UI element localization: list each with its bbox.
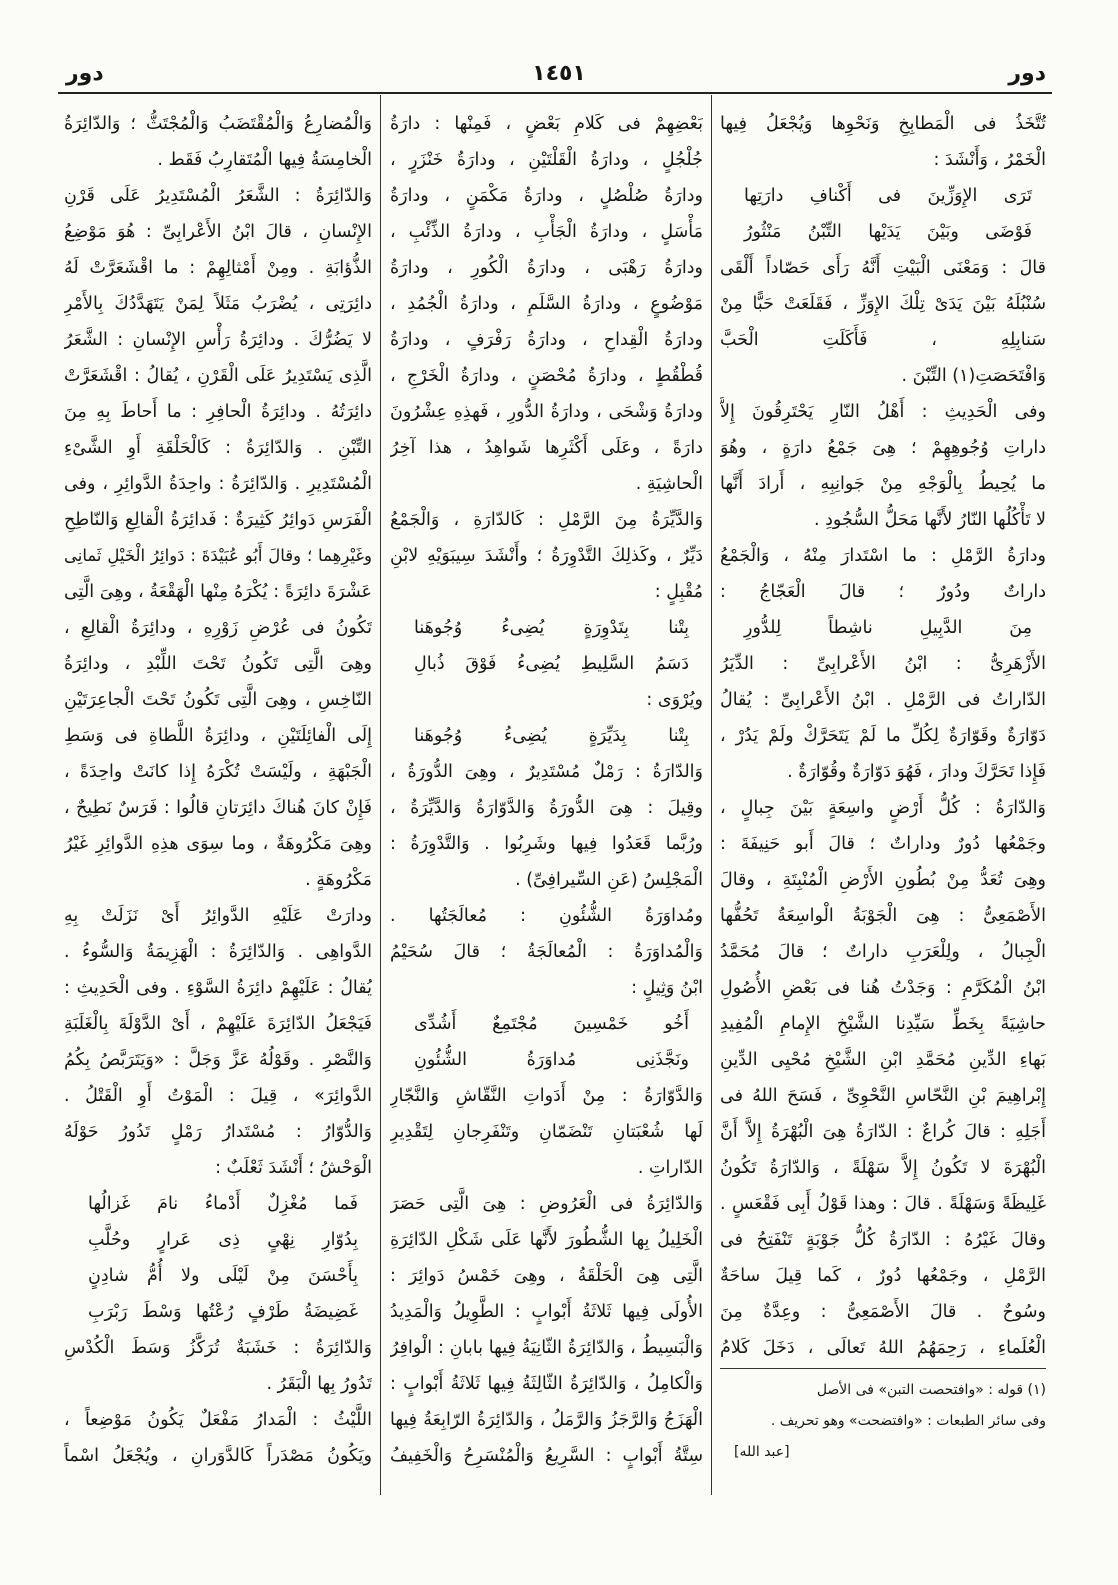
text-line: الأَزْهَرِىُّ : ابْنُ الأَعْرابِىِّ : الدِّيَرُ [720,654,1046,674]
paragraph-end-line: الْحاشِيَةِ . [635,474,703,494]
text-line: دَوّارَةٌ وقَوّارَةٌ لِكُلِّ ما لَمْ يَتَحَرَّكْ ولَمْ يَدُرْ ، [720,726,1046,746]
text-line: عَشْرَةَ دائِرَةً : يُكْرَهُ مِنْها الْهَقْعَةُ ، وهِىَ الَّتِى [64,582,372,602]
text-line: النّاخِسِ ، وهِىَ الَّتِى تَكُونُ تَحْتَ الْجاعِرَتَيْنِ [64,690,372,710]
paragraph-end-line: مُقْبِلٍ : [654,582,703,602]
footnote-separator [720,1368,1046,1369]
text-line: حاشِيَةً بِخَطِّ سَيِّدِنا الشَّيْخِ الإِمامِ الْمُفِيدِ [720,1014,1046,1034]
text-line: لَها شُعْبَتانِ تَنْضَمّانِ وتَنْفَرِجانِ لِتَقْدِيرِ [390,1122,703,1142]
text-line: وقالَ غَيْرُهُ : الدّارَةُ كُلُّ جَوْبَةٍ تَنْفَتِحُ فى [720,1230,1046,1250]
running-head-right: دور [1008,61,1046,86]
text-line: الرَّمْلِ ، وجَمْعُها دُورٌ ، كَما قِيلَ ساحَةٌ [720,1266,1046,1286]
footnote-line: (١) قوله : «وافتحصت التبن» فى الأصل [816,1382,1046,1398]
text-line: وفى الْحَدِيثِ : أَهْلُ النّارِ يَحْتَرِقُونَ إِلاَّ [720,402,1046,422]
text-line: تُتَّخَذُ فى الْمَطابِخِ وَنَحْوِها وَيُجْعَلُ فِيها [720,114,1046,134]
text-line: ورُبَّما قَعَدُوا فِيها وشَرِبُوا . وَالتَّدْوِرَةُ : [390,834,703,854]
text-line: الْفَرَسِ دَوائِرُ كَثِيرَةٌ : فَدائِرَةُ الْقالِعِ وَالنّاطِحِ [64,510,372,530]
column-left [64,106,372,1474]
text-line: وَالنَّصْرِ . وقَوْلُهُ عَزَّ وَجَلَّ : «وَيَتَرَبَّصُ بِكُمُ [64,1050,372,1070]
text-line: وَالدّائِرَةُ : الشَّعَرُ الْمُسْتَدِيرُ عَلَى قَرْنِ [64,186,372,206]
text-line: الَّتِى هِىَ الْحَلْقَةُ ، وهِىَ خَمْسُ دَوائِرَ : [390,1266,703,1286]
paragraph-end-line: ابْنُ وَثِيلٍ : [631,978,703,998]
text-line: وَالْمُضارِعُ وَالْمُقْتَضَبُ وَالْمُجْتَثُّ ؛ وَالدّائِرَةُ [64,114,372,134]
text-line: وجَمْعُها دُورٌ وداراتٌ ؛ قالَ أَبو حَنِيفَةَ : [720,834,1046,854]
verse-line: فَوْضَى وبَيْنَ يَدَيْها التِّبْنُ مَنْثُورُ [744,222,1032,242]
text-line: الْهَزَجُ وَالرَّجَزُ وَالرَّمَلُ ، وَالدّائِرَةُ الرّابِعَةُ فِيها [390,1410,703,1430]
verse-line: بِتْنا بِدَيِّرَةٍ يُضِىءُ وُجُوهَنا [414,726,689,746]
verse-line: فَما مُغْزِلٌ أَدْماءُ نامَ غَزالُها [88,1194,358,1214]
paragraph-end-line: مَكْرُوهَةٍ . [305,870,372,890]
text-line: ودارَةُ الرَّمْلِ : ما اسْتَدارَ مِنْهُ ، وَالْجَمْعُ [720,546,1046,566]
column-divider [711,95,712,1495]
text-line: لا يَضُرُّكَ . ودائِرَةُ رَأْسِ الإِنْسانِ : الشَّعَرُ [64,330,372,350]
text-line: بَعْضِهِمْ فى كَلامِ بَعْضٍ ، فَمِنْها : دارَةُ [390,114,703,134]
text-line: داراتٌ ودُورٌ ؛ قالَ الْعَجّاجُ : [720,582,1046,602]
footnote-line: وفى سائر الطبعات : «وافتضحت» وهو تحريف . [770,1413,1046,1429]
text-line: دارَةً ، وعَلَى أَكْثَرِها شَواهِدُ ، هذا آخِرُ [390,438,703,458]
text-line: أَجَلِهِ : قالَ كُراعٌ : الدّارَةُ هِىَ الْبُهْرَةُ إِلاَّ أَنَّ [720,1122,1046,1142]
text-line: يُقالُ : عَلَيْهِمْ دائِرَةُ السَّوْءِ . وفى الْحَدِيثِ : [64,978,372,998]
text-line: ودارَةُ الْقِداحِ ، ودارَةُ رَفْرَفٍ ، ودارَةُ [390,330,703,350]
verse-line: ونَجَّذَنِى مُداوَرَةُ الشُّئُونِ [414,1050,689,1070]
text-line: داراتِ وُجُوهِهِمْ ؛ هِىَ جَمْعُ دارَةٍ ، وهُوَ [720,438,1046,458]
text-line: وَالدّائِرَةُ فى الْعَرُوضِ : هِىَ الَّتِى حَصَرَ [390,1194,703,1214]
text-line: ما يُحِيطُ بِالْوَجْهِ مِنْ جَوانِبِهِ ، أَرادَ أَنَّها [720,474,1046,494]
text-line: الذُّؤابَةِ . ومِنْ أَمْثالِهِمْ : ما اقْشَعَرَّتْ لَهُ [64,258,372,278]
text-line: وهِىَ تُعَدُّ مِنْ بُطُونِ الأَرْضِ الْمُنْبِتَةِ ، وقالَ [720,870,1046,890]
verse-line: بِدُوّارِ نِهْىٍ ذِى عَرارٍ وحُلَّبِ [88,1230,358,1250]
paragraph-end-line: تَدُورُ بِها الْبَقَرُ . [266,1374,372,1394]
text-line: دائِرَتِى ، يُضْرَبُ مَثَلاً لِمَنْ يَتَهَدَّدُكَ بِالأَمْرِ [64,294,372,314]
text-line: الَّذِى يَسْتَدِيرُ عَلَى الْقَرْنِ ، يُقالُ : اقْشَعَرَّتْ [64,366,372,386]
verse-line: غَضِيضَةُ طَرْفٍ رُعْتُها وَسْطَ رَبْرَبِ [88,1302,358,1322]
paragraph-end-line: الْخَمْرُ ، وَأَنْشَدَ : [933,150,1046,170]
text-line: وَالدّائِرَةُ : خَشَبَةٌ تُرَكَّزُ وَسَطَ الْكُدْسِ [64,1338,372,1358]
text-line: دَيِّرٌ ، وكَذلِكَ التَّدْوِرَةُ ؛ وأَنْشَدَ سِيبَوَيْهِ لابْنِ [390,546,703,566]
verse-line: بِتْنا بِتَدْوِرَةٍ يُضِىءُ وُجُوهَنا [414,618,689,638]
text-line: وغَيْرِهِما ؛ وقالَ أَبُو عُبَيْدَةَ : دَوائِرُ الْخَيْلِ ثَمانِى [64,546,372,565]
text-line: وَالدَّيِّرَةُ مِنَ الرَّمْلِ : كَالدّارَةِ ، وَالْجَمْعُ [390,510,703,530]
text-line: وقِيلَ : هِىَ الدُّورَةُ وَالدَّوّارَةُ وَالدَّيِّرَةُ ، [390,798,703,818]
verse-line: أَخُو خَمْسِينَ مُجْتَمِعٌ أَشُدِّى [414,1014,689,1034]
text-line: بَهاءِ الدِّينِ مُحَمَّدِ ابْنِ الشَّيْخِ مُحْيِى الدِّينِ [720,1050,1046,1070]
verse-line: مِنَ الدَّبِيلِ ناشِطاً لِلدُّورِ [744,618,1032,638]
column-text [720,106,1046,1366]
text-line: تَكُونُ فى عُرْضِ زَوْرِهِ ، ودائِرَةُ الْقالِعِ ، [64,618,372,638]
text-line: فَيَجْعَلُ الدّائِرَةَ عَلَيْهِمْ ، أَىْ الدَّوْلَةَ بِالْغَلَبَةِ [64,1014,372,1034]
text-line: وَالدّارَةُ : رَمْلٌ مُسْتَدِيرٌ ، وهِىَ الدُّورَةُ ، [390,762,703,782]
text-line: ودارَةُ وَشْحَى ، ودارَةُ الدُّورِ ، فَهذِهِ عِشْرُونَ [390,402,703,422]
paragraph-end-line: الْوَحْشُ ؛ أَنْشَدَ ثَعْلَبٌ : [215,1158,372,1178]
verse-line: بِأَحْسَنَ مِنْ لَيْلَى ولا أُمُّ شادِنٍ [88,1266,358,1286]
column-text [390,106,703,1474]
text-line: وَالْكامِلُ ، وَالدّائِرَةُ الثّالِثَةُ فِيها ثَلاثَةُ أَبْوابٍ : [390,1374,703,1394]
verse-line: تَرَى الإِوَزِّينَ فى أَكْنافِ دارَتِها [744,186,1032,206]
text-line: مَأْسَلٍ ، ودارَةُ الْجَأْبِ ، ودارَةُ الذِّئْبِ ، [390,222,703,242]
text-line: الْبُهْرَةَ لا تَكُونُ إِلاَّ سَهْلَةً ، وَالدّارَةُ تَكُونُ [720,1158,1046,1178]
text-line: الأَصْمَعِىُّ : هِىَ الْجَوْبَةُ الْواسِعَةُ تَحُفُّها [720,906,1046,926]
paragraph-end-line: الْمَجْلِسُ (عَنِ السِّيرافِىِّ) . [515,870,703,890]
text-line: إِبْراهِيمَ بْنِ النَّحّاسِ النَّحْوِىِّ ، فَسَحَ اللهُ فى [720,1086,1046,1106]
text-line: ويَكُونُ مَصْدَراً كَالدَّوَرانِ ، ويُجْعَلُ اسْماً [64,1446,372,1466]
paragraph-end-line: الْخامِسَةُ فِيها الْمُتَقارِبُ فَقَط . [157,150,372,170]
text-line: الْخَلِيلُ بِها الشُّطُورَ لأَنَّها عَلَى شَكْلِ الدّائِرَةِ [390,1230,703,1250]
text-line: ودارَةُ رَهْبَى ، ودارَةُ الْكُورِ ، ودارَةُ [390,258,703,278]
text-line: إِلَى الْفائِلَتَيْنِ ، ودائِرَةُ اللَّطاةِ فى وَسَطِ [64,726,372,746]
text-line: قُطْقُطٍ ، ودارَةُ مُحْصَنٍ ، ودارَةُ الْخَرْجِ ، [390,366,703,386]
page-number: ١٤٥١ [532,61,586,86]
text-line: وَالْمُداوَرَةُ : الْمُعالَجَةُ ؛ قالَ سُحَيْمُ [390,942,703,962]
text-line: الدَّوائِرَ» ، قِيلَ : الْمَوْتُ أَوِ الْقَتْلُ . [64,1086,372,1106]
paragraph-end-line: ويُرْوَى : [646,690,703,710]
text-line: ابْنُ الْمُكَرَّمِ : وَجَدْتُ هُنا فى بَعْضِ الأُصُولِ [720,978,1046,998]
text-line: مَوْضُوعٍ ، ودارَةُ السَّلَمِ ، ودارَةُ الْجُمُدِ ، [390,294,703,314]
text-line: وهِىَ مَكْرُوهَةٌ ، وما سِوَى هذِهِ الدَّوائِرِ غَيْرُ [64,834,372,854]
text-line: الدّاراتُ فى الرَّمْلِ . ابْنُ الأَعْرابِىِّ : يُقالُ [720,690,1046,710]
text-line: فَإِنْ كانَ هُناكَ دائِرَتانِ قالُوا : فَرَسٌ نَطِيحٌ ، [64,798,372,818]
text-line: ودارَتْ عَلَيْهِ الدَّوائِرُ أَىْ نَزَلَتْ بِهِ [64,906,372,926]
text-line: التِّبْنِ . وَالدّائِرَةُ : كَالْحَلْقَةِ أَوِ الشَّىْءِ [64,438,372,458]
column-text [64,106,372,1474]
text-line: ومُداوَرَةُ الشُّئُونِ : مُعالَجَتُها . [390,906,703,926]
paragraph-end-line: الدّاراتِ . [637,1158,703,1178]
text-line: وهِىَ الَّتِى تَكُونُ تَحْتَ اللِّبْدِ ، ودائِرَةُ [64,654,372,674]
text-line: سِتَّةُ أَبْوابٍ : السَّرِيعُ وَالْمُنْسَرِحُ وَالْخَفِيفُ [390,1446,703,1466]
text-line: الإِنْسانِ ، قالَ ابْنُ الأَعْرابِىِّ : هُوَ مَوْضِعُ [64,222,372,242]
paragraph-end-line: لا تَأْكُلُها النّارُ لأَنَّها مَحَلُّ السُّجُودِ . [813,510,1046,530]
text-line: وسُوحٌ . قالَ الأَصْمَعِىُّ : وعِدَّةٌ مِنَ [720,1302,1046,1322]
text-line: وَالدّارَةُ : كُلُّ أَرْضٍ واسِعَةٍ بَيْنَ جِبالٍ ، [720,798,1046,818]
column-middle [390,106,703,1474]
text-line: وَالْبَسِيطُ ، وَالدّائِرَةُ الثّانِيَةُ فِيها بابانِ : الْوافِرُ [390,1338,703,1358]
text-line: سُنْبُلَهُ بَيْنَ يَدَىْ تِلْكَ الإِوَزِّ ، فَقَلَعَتْ حَبًّا مِنْ [720,294,1046,314]
footnotes [720,1375,1046,1468]
text-line: دائِرَتُهُ . ودائِرَةُ الْحافِرِ : ما أَحاطَ بِهِ مِنَ [64,402,372,422]
text-line: وَالدَّوّارَةُ : مِنْ أَدَواتِ النَّقّاشِ وَالنَّجّارِ [390,1086,703,1106]
header-rule [58,92,1052,94]
text-line: الْجِبالُ ، ولِلْعَرَبِ داراتٌ ؛ قالَ مُحَمَّدُ [720,942,1046,962]
paragraph-end-line: وَافْتَحَصَتِ(١) التِّبْنَ . [901,366,1046,386]
column-divider [380,95,381,1495]
paragraph-end-line: فَإِذا تَحَرَّكَ ودارَ ، فَهُوَ دَوّارَةٌ وقُوّارَةٌ . [787,762,1046,782]
text-line: قالَ : وَمَعْنَى الْبَيْتِ أَنَّهُ رَأَى حَصّاداً أَلْقَى [720,258,1046,278]
text-line: اللَّيْثُ : الْمَدارُ مَفْعَلٌ يَكُونُ مَوْضِعاً ، [64,1410,372,1430]
text-line: الْعُلَماءِ ، رَحِمَهُمُ اللهُ تَعالَى ، دَخَلَ كَلامُ [720,1338,1046,1358]
running-head-left: دور [66,61,104,86]
text-line: الْمُسْتَدِيرِ . وَالدّائِرَةُ : واحِدَةُ الدَّوائِرِ ، وفى [64,474,372,494]
verse-line: دَسَمُ السَّلِيطِ يُضِىءُ فَوْقَ ذُبالِ [414,654,689,674]
text-line: سَنابِلِهِ ، فَأَكَلَتِ الْحَبَّ [720,330,1046,350]
text-line: الدَّواهِى . وَالدّائِرَةُ : الْهَزِيمَةُ وَالسُّوءُ . [64,942,372,962]
text-line: جُلْجُلٍ ، ودارَةُ الْقَلْتَيْنِ ، ودارَةُ خَنْزَرٍ ، [390,150,703,170]
text-line: الْجَبْهَةِ ، ولَيْسَتْ تُكْرَهُ إِذا كانَتْ واحِدَةً ، [64,762,372,782]
footnote-signature: [عبد الله] [734,1444,790,1460]
column-right [720,106,1046,1468]
text-line: ودارَةُ صُلْصُلٍ ، ودارَةُ مَكْمَنٍ ، ودارَةُ [390,186,703,206]
text-line: الأُولَى فِيها ثَلاثَةُ أَبْوابٍ : الطَّوِيلُ وَالْمَدِيدُ [390,1302,703,1322]
text-line: وَالدُّوّارُ : مُسْتَدارُ رَمْلٍ تَدُورُ حَوْلَهُ [64,1122,372,1142]
text-line: غَلِيظَةً وَسَهْلَةً . قالَ : وهذا قَوْلُ أَبِى فَقْعَسٍ . [720,1194,1046,1214]
